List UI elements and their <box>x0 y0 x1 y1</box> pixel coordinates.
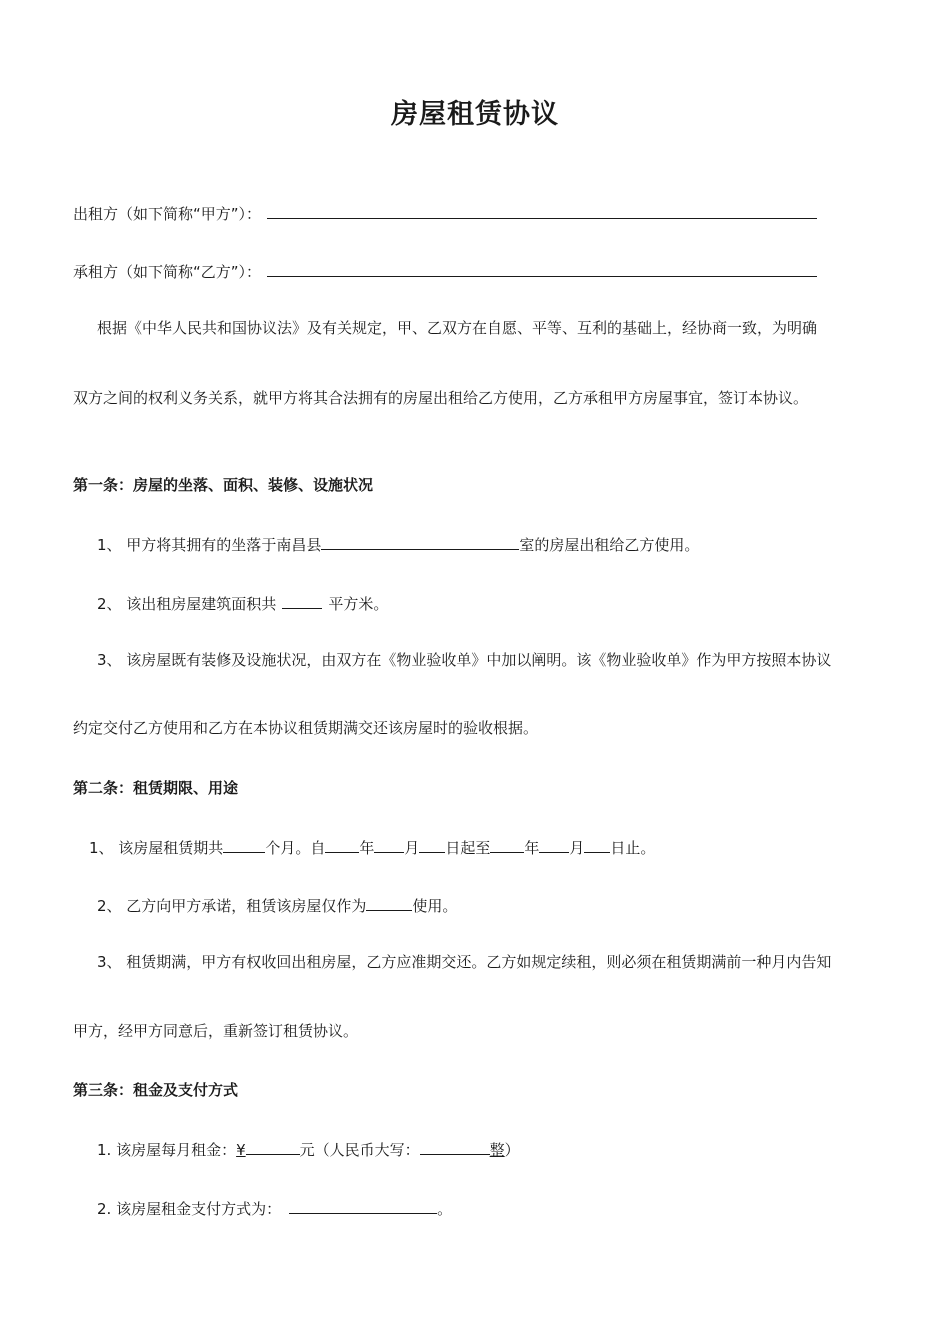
article-2-heading: 第二条：租赁期限、用途 <box>73 779 239 797</box>
item-text: 2、 该出租房屋建筑面积共 <box>97 595 277 613</box>
item-text: 平方米。 <box>328 595 389 613</box>
address-blank[interactable] <box>321 533 519 550</box>
item-text: 2. 该房屋租金支付方式为： <box>97 1200 282 1218</box>
lessor-label: 出租方（如下简称“甲方”）： <box>73 205 262 223</box>
item-text: 日止。 <box>610 839 656 857</box>
item-text: 日起至 <box>445 839 491 857</box>
preamble-line-2: 双方之间的权利义务关系，就甲方将其合法拥有的房屋出租给乙方使用，乙方承租甲方房屋事宜，签订本协议。 <box>73 389 809 407</box>
preamble-line-1: 根据《中华人民共和国协议法》及有关规定，甲、乙双方在自愿、平等、互利的基础上，经协商一致，为明确 <box>97 319 818 337</box>
rent-uppercase-blank[interactable] <box>420 1138 490 1155</box>
lessor-name-blank[interactable] <box>267 202 817 219</box>
article-3-heading: 第三条：租金及支付方式 <box>73 1081 239 1099</box>
article-1-item-1 <box>97 533 699 555</box>
item-text: 1、 该房屋租赁期共 <box>89 839 224 857</box>
article-2-item-1 <box>89 836 655 858</box>
lessor-line <box>73 202 817 224</box>
item-text: 。 <box>437 1200 453 1218</box>
document-title: 房屋租赁协议 <box>391 99 559 130</box>
item-text: 月 <box>404 839 420 857</box>
article-1-heading: 第一条：房屋的坐落、面积、装修、设施状况 <box>73 476 374 494</box>
start-year-blank[interactable] <box>325 836 359 853</box>
rent-amount-blank[interactable] <box>246 1138 300 1155</box>
item-text: 年 <box>524 839 540 857</box>
item-text: 室的房屋出租给乙方使用。 <box>519 536 700 554</box>
payment-method-blank[interactable] <box>289 1197 437 1214</box>
start-month-blank[interactable] <box>374 836 404 853</box>
end-day-blank[interactable] <box>584 836 610 853</box>
article-3-item-2 <box>97 1197 452 1219</box>
item-text: 元（人民币大写： <box>299 1141 420 1159</box>
months-blank[interactable] <box>223 836 265 853</box>
item-text: 月 <box>569 839 585 857</box>
item-text: 使用。 <box>412 897 458 915</box>
area-blank[interactable] <box>282 592 322 609</box>
article-1-item-3-line-2: 约定交付乙方使用和乙方在本协议租赁期满交还该房屋时的验收根据。 <box>73 719 539 737</box>
end-year-blank[interactable] <box>490 836 524 853</box>
article-3-item-1 <box>97 1138 520 1160</box>
start-day-blank[interactable] <box>419 836 445 853</box>
whole-suffix: 整 <box>489 1141 505 1159</box>
end-month-blank[interactable] <box>539 836 569 853</box>
item-text: 1. 该房屋每月租金： <box>97 1141 237 1159</box>
item-text: 个月。自 <box>265 839 326 857</box>
article-2-item-2 <box>97 894 457 916</box>
currency-symbol: ¥ <box>236 1141 246 1159</box>
article-1-item-3-line-1: 3、 该房屋既有装修及设施状况，由双方在《物业验收单》中加以阐明。该《物业验收单》作为甲方按照本协议 <box>97 651 832 669</box>
article-2-item-3-line-2: 甲方，经甲方同意后，重新签订租赁协议。 <box>73 1022 359 1040</box>
lessee-line <box>73 260 817 282</box>
lessee-label: 承租方（如下简称“乙方”）： <box>73 263 262 281</box>
lessee-name-blank[interactable] <box>267 260 817 277</box>
article-2-item-3-line-1: 3、 租赁期满，甲方有权收回出租房屋，乙方应准期交还。乙方如规定续租，则必须在租赁期满前一种月内告知 <box>97 953 832 971</box>
item-text: 年 <box>359 839 375 857</box>
item-text: 2、 乙方向甲方承诺，租赁该房屋仅作为 <box>97 897 367 915</box>
item-text: ） <box>504 1141 520 1159</box>
usage-blank[interactable] <box>366 894 412 911</box>
item-text: 1、 甲方将其拥有的坐落于南昌县 <box>97 536 322 554</box>
article-1-item-2 <box>97 592 388 614</box>
